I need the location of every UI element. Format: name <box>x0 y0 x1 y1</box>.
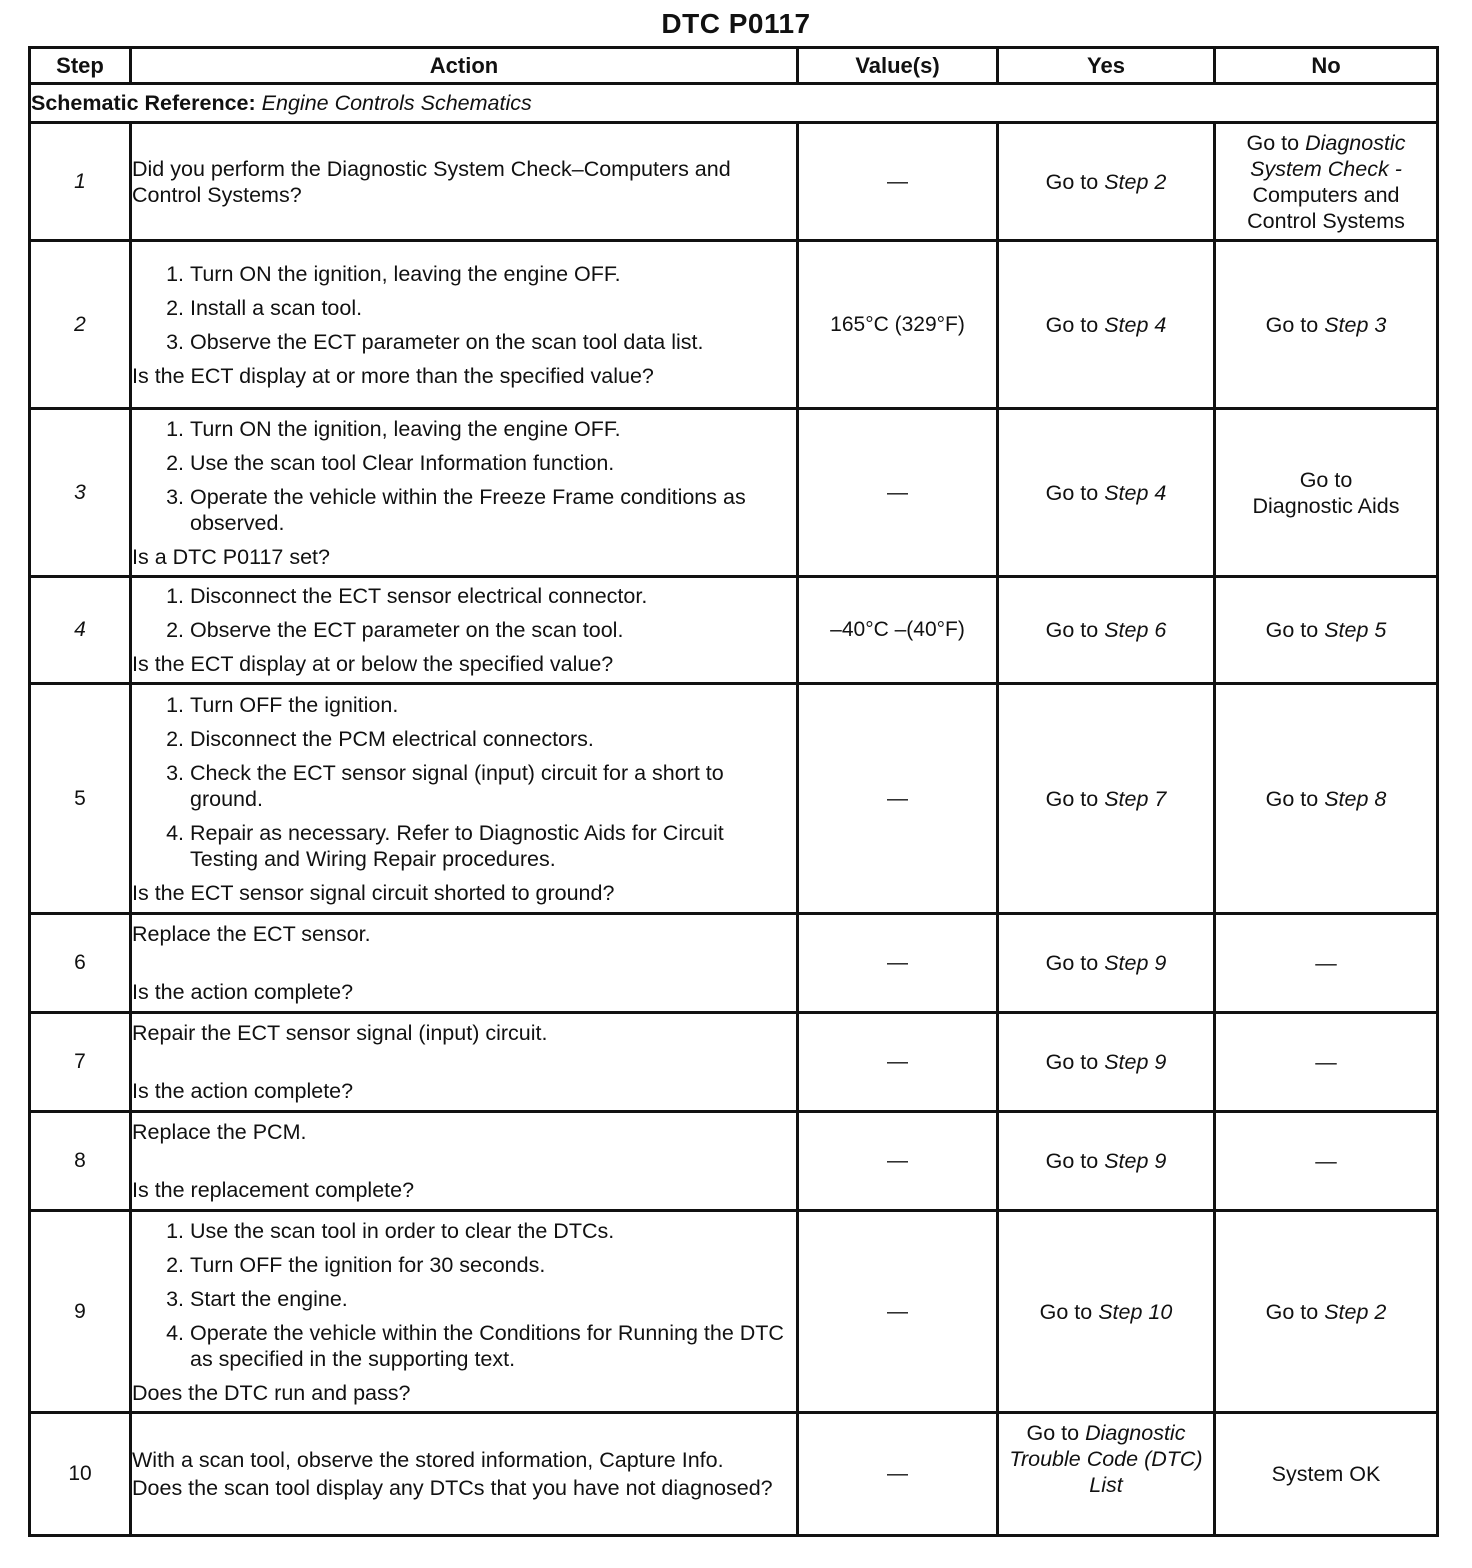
step-number: 5 <box>30 684 131 914</box>
no-target-link[interactable]: Step 8 <box>1324 786 1387 811</box>
action-question: Is the action complete? <box>132 980 354 1004</box>
table-row <box>30 123 1438 241</box>
spacer <box>132 1145 796 1175</box>
yes-cell <box>998 1112 1215 1211</box>
action-intro: Replace the ECT sensor. <box>132 922 371 946</box>
value-cell: — <box>798 1013 998 1112</box>
yes-target-link[interactable]: Step 2 <box>1104 169 1167 194</box>
value-cell: 165°C (329°F) <box>798 241 998 409</box>
action-cell <box>131 1112 798 1211</box>
yes-prefix: Go to <box>1045 480 1105 505</box>
action-question: Does the scan tool display any DTCs that you have not diagnosed? <box>132 1476 773 1500</box>
value-cell: — <box>798 914 998 1013</box>
action-cell <box>131 241 798 409</box>
value-cell: — <box>798 409 998 577</box>
no-prefix: Go to <box>1265 312 1325 337</box>
no-cell <box>1215 1112 1438 1211</box>
action-step-item: 3. Observe the ECT parameter on the scan tool data list. <box>190 329 796 355</box>
step-number: 1 <box>30 123 131 241</box>
step-number: 10 <box>30 1413 131 1536</box>
action-step-item: 1. Turn OFF the ignition. <box>190 692 796 718</box>
yes-prefix: Go to <box>1045 312 1105 337</box>
action-steps-list <box>132 1218 796 1372</box>
action-cell <box>131 577 798 684</box>
value-cell: — <box>798 1112 998 1211</box>
schematic-reference-row <box>30 84 1438 123</box>
no-cell <box>1215 1413 1438 1536</box>
yes-cell <box>998 241 1215 409</box>
no-target-link[interactable]: Step 3 <box>1324 312 1387 337</box>
action-step-item: 1. Disconnect the ECT sensor electrical connector. <box>190 583 796 609</box>
yes-cell <box>998 684 1215 914</box>
action-step-item: 3. Check the ECT sensor signal (input) circuit for a short to ground. <box>190 760 796 812</box>
action-cell <box>131 684 798 914</box>
yes-target-link[interactable]: Step 6 <box>1104 618 1167 642</box>
action-cell <box>131 1211 798 1413</box>
action-step-item: 1. Turn ON the ignition, leaving the engine OFF. <box>190 416 796 442</box>
no-cell <box>1215 409 1438 577</box>
action-question: Is the ECT display at or more than the specified value? <box>132 363 654 388</box>
action-intro: Repair the ECT sensor signal (input) circuit. <box>132 1021 548 1045</box>
yes-cell <box>998 577 1215 684</box>
no-suffix: Diagnostic Aids <box>1252 493 1400 518</box>
yes-target-link[interactable]: Step 4 <box>1104 480 1167 505</box>
yes-cell <box>998 1211 1215 1413</box>
header-action: Action <box>131 48 798 84</box>
action-steps-list <box>132 416 796 536</box>
action-question: Does the DTC run and pass? <box>132 1380 411 1405</box>
action-intro: With a scan tool, observe the stored information, Capture Info. <box>132 1448 724 1472</box>
no-prefix: — <box>1315 1149 1337 1173</box>
table-row <box>30 577 1438 684</box>
schematic-link[interactable]: Engine Controls Schematics <box>261 91 532 115</box>
action-steps-list <box>132 692 796 872</box>
yes-target-link[interactable]: Step 4 <box>1104 312 1167 337</box>
yes-cell <box>998 123 1215 241</box>
no-prefix: System OK <box>1271 1462 1381 1486</box>
table-row <box>30 684 1438 914</box>
value-cell: –40°C –(40°F) <box>798 577 998 684</box>
action-step-item: 3. Start the engine. <box>190 1286 796 1312</box>
action-step-item: 2. Observe the ECT parameter on the scan tool. <box>190 617 796 643</box>
action-step-item: 1. Turn ON the ignition, leaving the engine OFF. <box>190 261 796 287</box>
no-cell <box>1215 1013 1438 1112</box>
table-row <box>30 241 1438 409</box>
yes-target-link[interactable]: Step 7 <box>1104 786 1167 811</box>
action-question: Is the replacement complete? <box>132 1178 415 1202</box>
yes-prefix: Go to <box>1039 1299 1099 1324</box>
yes-target-link[interactable]: Step 9 <box>1104 1149 1167 1173</box>
action-cell <box>131 914 798 1013</box>
table-row <box>30 1211 1438 1413</box>
action-steps-list <box>132 583 796 643</box>
yes-cell <box>998 914 1215 1013</box>
action-steps-list <box>132 261 796 355</box>
spacer <box>132 1046 796 1076</box>
value-cell: — <box>798 684 998 914</box>
action-question: Is the action complete? <box>132 1079 354 1103</box>
no-cell <box>1215 123 1438 241</box>
action-cell <box>131 409 798 577</box>
no-target-link[interactable]: Diagnostic System Check - <box>1250 131 1406 181</box>
no-prefix: — <box>1315 951 1337 975</box>
yes-prefix: Go to <box>1026 1421 1086 1445</box>
header-row <box>30 48 1438 84</box>
step-number: 4 <box>30 577 131 684</box>
step-number: 8 <box>30 1112 131 1211</box>
action-cell <box>131 123 798 241</box>
no-cell <box>1215 684 1438 914</box>
action-step-item: 1. Use the scan tool in order to clear the DTCs. <box>190 1218 796 1244</box>
no-cell <box>1215 1211 1438 1413</box>
step-number: 6 <box>30 914 131 1013</box>
action-cell <box>131 1013 798 1112</box>
table-row <box>30 1413 1438 1536</box>
yes-target-link[interactable]: Step 9 <box>1104 1050 1167 1074</box>
yes-cell <box>998 409 1215 577</box>
action-intro: Replace the PCM. <box>132 1120 307 1144</box>
action-step-item: 2. Disconnect the PCM electrical connectors. <box>190 726 796 752</box>
action-question: Is a DTC P0117 set? <box>132 544 330 569</box>
action-question: Is the ECT display at or below the specified value? <box>132 652 614 676</box>
action-step-item: 4. Operate the vehicle within the Conditions for Running the DTC as specified in the supporting text. <box>190 1320 796 1372</box>
yes-prefix: Go to <box>1045 786 1105 811</box>
action-step-item: 2. Turn OFF the ignition for 30 seconds. <box>190 1252 796 1278</box>
yes-prefix: Go to <box>1045 618 1105 642</box>
yes-prefix: Go to <box>1045 951 1105 975</box>
no-prefix: Go to <box>1246 131 1306 155</box>
no-cell <box>1215 914 1438 1013</box>
spacer <box>132 947 796 977</box>
no-suffix: Computers and Control Systems <box>1247 183 1405 233</box>
yes-cell <box>998 1013 1215 1112</box>
no-cell <box>1215 241 1438 409</box>
table-row <box>30 1112 1438 1211</box>
action-step-item: 4. Repair as necessary. Refer to Diagnostic Aids for Circuit Testing and Wiring Repair procedures. <box>190 820 796 872</box>
no-cell <box>1215 577 1438 684</box>
value-cell: — <box>798 123 998 241</box>
action-step-item: 3. Operate the vehicle within the Freeze Frame conditions as observed. <box>190 484 796 536</box>
no-prefix: Go to <box>1265 786 1325 811</box>
step-number: 2 <box>30 241 131 409</box>
header-yes: Yes <box>998 48 1215 84</box>
no-prefix: Go to <box>1265 618 1325 642</box>
step-number: 3 <box>30 409 131 577</box>
header-no: No <box>1215 48 1438 84</box>
header-step: Step <box>30 48 131 84</box>
value-cell: — <box>798 1413 998 1536</box>
no-prefix: Go to <box>1265 1299 1325 1324</box>
yes-cell <box>998 1413 1215 1536</box>
table-row <box>30 1013 1438 1112</box>
yes-prefix: Go to <box>1045 1050 1105 1074</box>
table-row <box>30 409 1438 577</box>
header-values: Value(s) <box>798 48 998 84</box>
no-target-link[interactable]: Step 5 <box>1324 618 1387 642</box>
action-cell <box>131 1413 798 1536</box>
action-intro: Did you perform the Diagnostic System Check–Computers and Control Systems? <box>132 156 731 207</box>
no-prefix: Go to <box>1299 467 1353 492</box>
yes-target-link[interactable]: Step 9 <box>1104 951 1167 975</box>
yes-prefix: Go to <box>1045 1149 1105 1173</box>
no-prefix: — <box>1315 1050 1337 1074</box>
table-row <box>30 914 1438 1013</box>
yes-target-link[interactable]: Step 10 <box>1098 1299 1173 1324</box>
page-title: DTC P0117 <box>661 8 811 39</box>
action-step-item: 2. Install a scan tool. <box>190 295 796 321</box>
step-number: 9 <box>30 1211 131 1413</box>
yes-target-link[interactable]: Diagnostic Trouble Code (DTC) List <box>1009 1421 1203 1497</box>
value-cell: — <box>798 1211 998 1413</box>
schematic-label: Schematic Reference: <box>31 91 256 115</box>
action-question: Is the ECT sensor signal circuit shorted to ground? <box>132 880 615 905</box>
step-number: 7 <box>30 1013 131 1112</box>
schematic-reference <box>30 84 1438 123</box>
action-step-item: 2. Use the scan tool Clear Information function. <box>190 450 796 476</box>
no-target-link[interactable]: Step 2 <box>1324 1299 1387 1324</box>
yes-prefix: Go to <box>1045 169 1105 194</box>
dtc-table <box>28 46 1439 1537</box>
